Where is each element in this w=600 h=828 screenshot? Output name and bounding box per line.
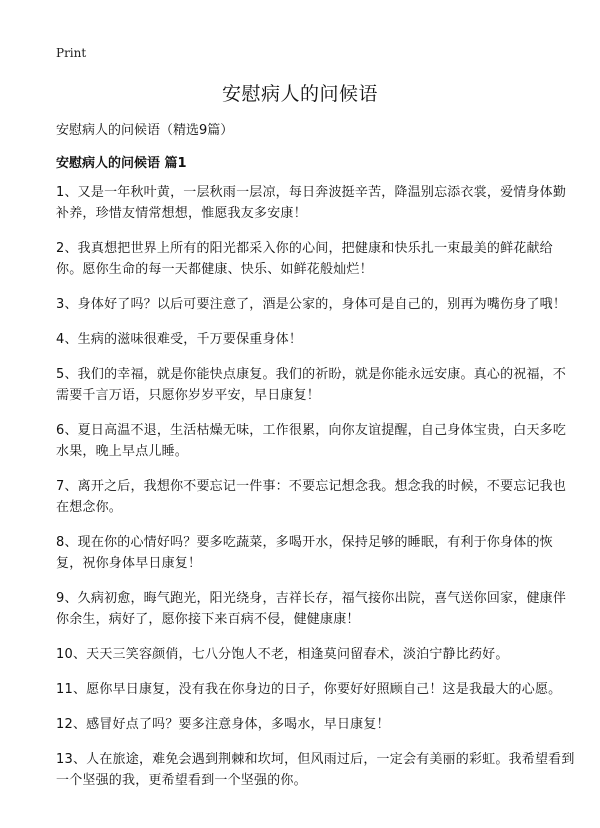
paragraph: 6、夏日高温不退，生活枯燥无味，工作很累，向你友谊提醒，自己身体宝贵，白天多吃水果，晚上早点儿睡。 [56, 423, 567, 459]
paragraph: 9、久病初愈，晦气跑光，阳光绕身，吉祥长存，福气接你出院，喜气送你回家，健康伴你余生，病好了，愿你接下来百病不侵，健健康康！ [56, 591, 567, 627]
paragraph: 5、我们的幸福，就是你能快点康复。我们的祈盼，就是你能永远安康。真心的祝福，不需要千言万语，只愿你岁岁平安，早日康复！ [56, 367, 567, 403]
print-link[interactable]: Print [56, 46, 87, 60]
paragraph: 8、现在你的心情好吗？要多吃蔬菜，多喝开水，保持足够的睡眠，有利于你身体的恢复，祝你身体早日康复！ [56, 535, 553, 571]
paragraph: 3、身体好了吗？以后可要注意了，酒是公家的，身体可是自己的，别再为嘴伤身了哦！ [56, 297, 567, 312]
page-title: 安慰病人的问候语 [221, 83, 378, 105]
paragraph: 2、我真想把世界上所有的阳光都采入你的心间，把健康和快乐扎一束最美的鲜花献给你。愿你生命的每一天都健康、快乐、如鲜花般灿烂！ [56, 241, 553, 277]
article-body [56, 182, 576, 805]
paragraph: 1、又是一年秋叶黄，一层秋雨一层凉，每日奔波挺辛苦，降温别忘添衣裳，爱情身体勤补养，珍惜友情常想想，惟愿我友多安康！ [56, 185, 567, 221]
paragraph: 7、离开之后，我想你不要忘记一件事：不要忘记想念我。想念我的时候，不要忘记我也在想念你。 [56, 479, 567, 515]
paragraph: 4、生病的滋味很难受，千万要保重身体！ [56, 332, 303, 347]
paragraph: 11、愿你早日康复，没有我在你身边的日子，你要好好照顾自己！这是我最大的心愿。 [56, 682, 562, 697]
paragraph: 12、感冒好点了吗？要多注意身体，多喝水，早日康复！ [56, 717, 390, 732]
paragraph: 13、人在旅途，难免会遇到荆棘和坎坷，但风雨过后，一定会有美丽的彩虹。我希望看到一个坚强的我，更希望看到一个坚强的你。 [56, 752, 575, 788]
subtitle: 安慰病人的问候语（精选9篇） [56, 123, 234, 138]
section-heading: 安慰病人的问候语 篇1 [56, 156, 187, 171]
paragraph: 10、天天三笑容颜俏，七八分饱人不老，相逢莫问留春术，淡泊宁静比药好。 [56, 647, 509, 662]
